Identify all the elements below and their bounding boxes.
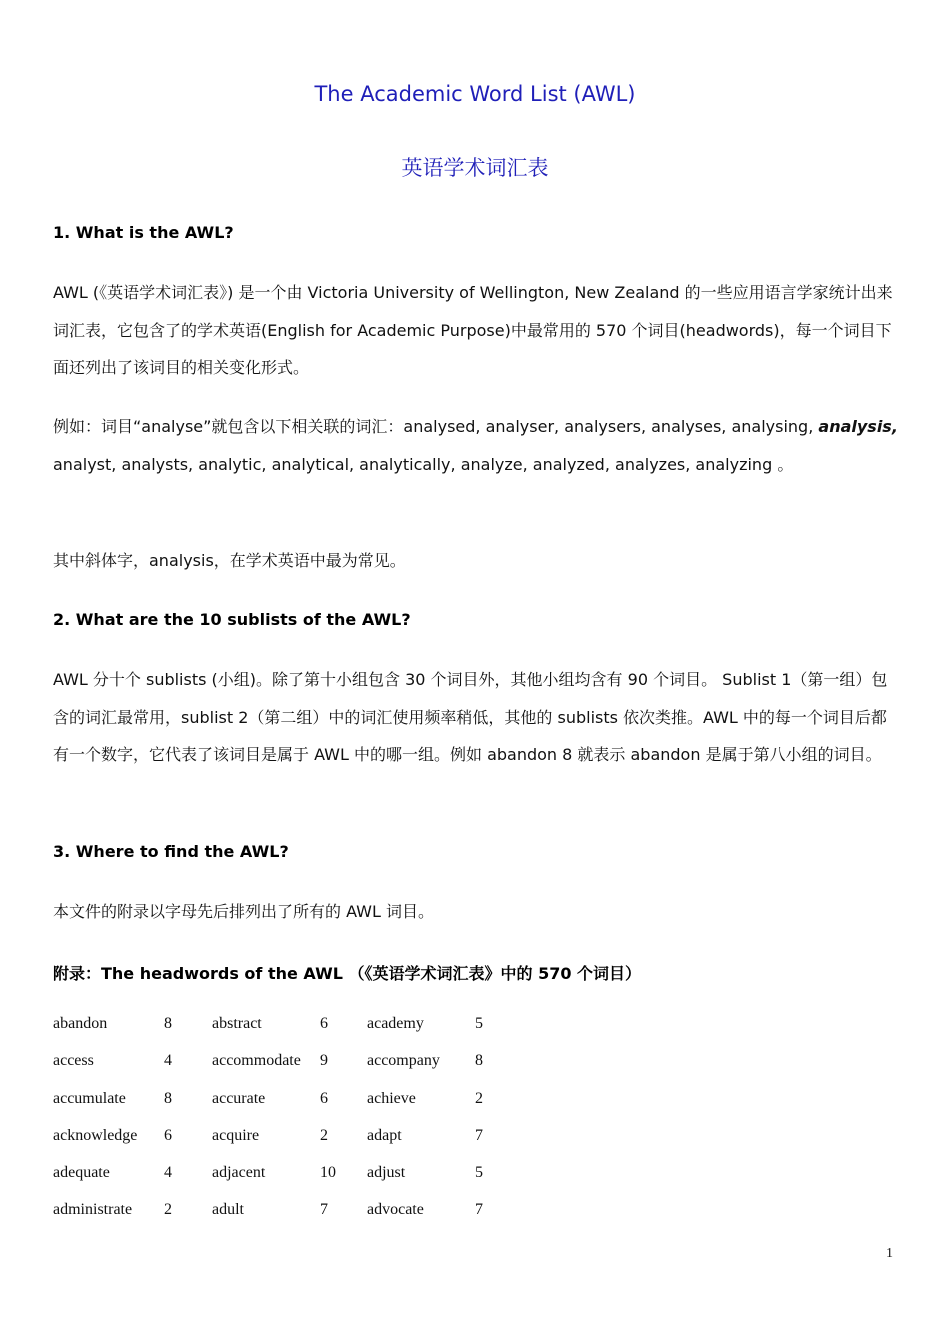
paragraph-text: analyst, analysts, analytic, analytical, analytically, analyze, analyzed, analyzes, analyzing 。 [53,454,794,474]
appendix-heading: 附录：The headwords of the AWL （《英语学术词汇表》中的 570 个词目） [53,964,642,983]
headword: academy [367,1015,424,1032]
emphasized-word: analysis, [818,417,898,436]
sublist-number: 7 [320,1201,328,1219]
headword: accommodate [212,1052,301,1070]
paragraph-text: 例如：词目“analyse”就包含以下相关联的词汇：analysed, analyser, analysers, analyses, analysing, [53,417,819,436]
document-title: The Academic Word List (AWL) [314,82,636,106]
page-number: 1 [886,1246,893,1261]
sublist-number: 2 [320,1126,328,1144]
section-1-paragraph-3: 其中斜体字，analysis，在学术英语中最为常见。 [53,551,406,570]
headword: acknowledge [53,1126,138,1144]
sublist-number: 10 [320,1164,336,1182]
headword: accompany [367,1052,440,1070]
table-row [53,1015,533,1052]
table-row [53,1201,533,1238]
headword-table [53,1015,533,1239]
headword: administrate [53,1201,133,1219]
sublist-number: 4 [164,1052,172,1070]
section-3-paragraph: 本文件的附录以字母先后排列出了所有的 AWL 词目。 [53,902,434,921]
headword: adjust [367,1164,406,1182]
sublist-number: 6 [164,1126,172,1144]
table-row [53,1164,533,1201]
sublist-number: 4 [164,1164,172,1182]
section-1-heading: 1. What is the AWL? [53,223,234,242]
sublist-number: 2 [164,1201,172,1219]
table-row [53,1127,533,1164]
section-1-paragraph-2 [53,408,898,483]
sublist-number: 8 [164,1089,172,1107]
table-row [53,1090,533,1127]
sublist-number: 6 [320,1015,328,1032]
headword: abstract [212,1015,262,1032]
sublist-number: 5 [475,1164,483,1182]
sublist-number: 7 [475,1201,483,1219]
document-subtitle: 英语学术词汇表 [401,156,549,180]
headword: access [53,1052,94,1070]
section-3-heading: 3. Where to find the AWL? [53,842,289,861]
headword: accurate [212,1089,266,1107]
sublist-number: 2 [475,1089,483,1107]
section-2-heading: 2. What are the 10 sublists of the AWL? [53,610,411,629]
headword: adapt [367,1126,402,1144]
headword: achieve [367,1089,416,1107]
sublist-number: 5 [475,1015,483,1032]
section-1-paragraph-1: AWL (《英语学术词汇表》) 是一个由 Victoria University of Wellington, New Zealand 的一些应用语言学家统计出来词汇表，它包含了的学术英语(English for Academic Purpose)中最常用的 570 个词目(headwords)，每一个词目下面还列出了该词目的相关变化形式。 [53,283,893,377]
table-row [53,1052,533,1089]
sublist-number: 7 [475,1126,483,1144]
sublist-number: 8 [164,1015,172,1032]
headword: adjacent [212,1164,266,1182]
headword: advocate [367,1201,424,1219]
section-2-paragraph: AWL 分十个 sublists (小组)。除了第十小组包含 30 个词目外，其他小组均含有 90 个词目。 Sublist 1（第一组）包含的词汇最常用，sublist 2（第二组）中的词汇使用频率稍低，其他的 sublists 依次类推。AWL 中的每一个词目后都有一个数字，它代表了该词目是属于 AWL 中的哪一组。例如 abandon 8 就表示 abandon 是属于第八小组的词目。 [53,670,888,764]
sublist-number: 6 [320,1089,328,1107]
headword: adequate [53,1164,110,1182]
headword: accumulate [53,1089,126,1107]
sublist-number: 8 [475,1052,483,1070]
headword: abandon [53,1015,108,1032]
headword: acquire [212,1126,260,1144]
sublist-number: 9 [320,1052,328,1070]
headword: adult [212,1201,244,1219]
